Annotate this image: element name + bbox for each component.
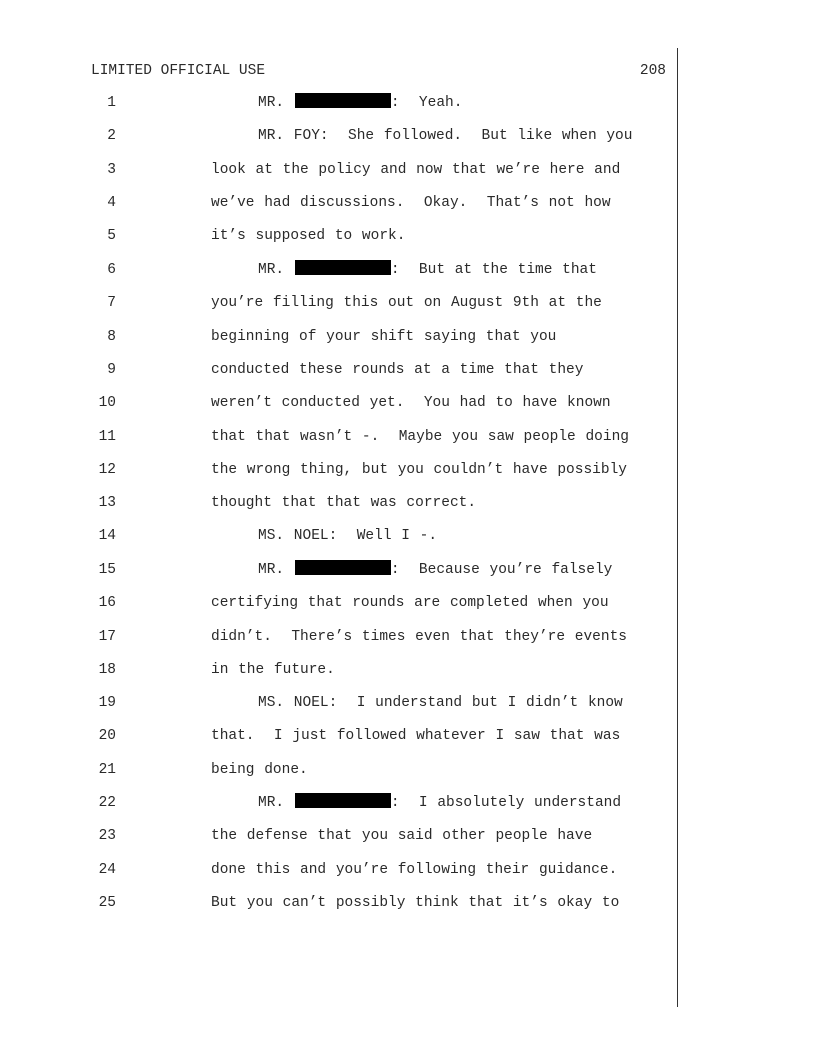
transcript-line (0, 427, 816, 451)
line-number: 12 (98, 462, 116, 478)
redaction-box (295, 93, 391, 108)
line-number: 19 (98, 695, 116, 711)
line-text: weren’t conducted yet. You had to have known (211, 395, 611, 411)
line-text: MR. FOY: She followed. But like when you (258, 128, 633, 144)
line-number: 2 (107, 128, 116, 144)
line-number: 18 (98, 662, 116, 678)
transcript-line (0, 726, 816, 750)
line-number: 7 (107, 295, 116, 311)
line-text: MS. NOEL: Well I -. (258, 528, 438, 544)
redaction-box (295, 793, 391, 808)
line-number: 16 (98, 595, 116, 611)
line-number: 22 (98, 795, 116, 811)
line-text-after-redaction: : But at the time that (390, 262, 597, 278)
line-number: 17 (98, 629, 116, 645)
speaker-title: MR. (258, 262, 285, 278)
line-number: 13 (98, 495, 116, 511)
line-text (258, 560, 612, 580)
transcript-line (0, 560, 816, 584)
speaker-title: MR. (258, 95, 285, 111)
line-text: didn’t. There’s times even that they’re events (211, 629, 627, 645)
line-text: it’s supposed to work. (211, 228, 406, 244)
line-number: 8 (107, 329, 116, 345)
page-number: 208 (639, 63, 666, 79)
line-text-after-redaction: : Because you’re falsely (390, 562, 613, 578)
redaction-box (295, 560, 391, 575)
line-text: we’ve had discussions. Okay. That’s not how (211, 195, 611, 211)
transcript-line (0, 193, 816, 217)
line-number: 3 (107, 162, 116, 178)
line-number: 21 (98, 762, 116, 778)
line-text: being done. (211, 762, 308, 778)
transcript-line (0, 793, 816, 817)
line-text (258, 793, 621, 813)
line-text: that. I just followed whatever I saw that was (211, 728, 621, 744)
line-number: 24 (98, 862, 116, 878)
transcript-line (0, 226, 816, 250)
transcript-line (0, 493, 816, 517)
line-text (258, 93, 462, 113)
speaker-title: MR. (258, 795, 285, 811)
transcript-line (0, 93, 816, 117)
line-text: beginning of your shift saying that you (211, 329, 557, 345)
line-text: look at the policy and now that we’re here and (211, 162, 621, 178)
transcript-line (0, 593, 816, 617)
line-number: 9 (107, 362, 116, 378)
line-number: 15 (98, 562, 116, 578)
transcript-line (0, 860, 816, 884)
transcript-line (0, 627, 816, 651)
line-text-after-redaction: : I absolutely understand (390, 795, 622, 811)
transcript-line (0, 760, 816, 784)
transcript-line (0, 826, 816, 850)
line-number: 20 (98, 728, 116, 744)
transcript-line (0, 260, 816, 284)
classification-header: LIMITED OFFICIAL USE (91, 63, 266, 79)
transcript-line (0, 126, 816, 150)
line-text: you’re filling this out on August 9th at the (211, 295, 602, 311)
line-number: 5 (107, 228, 116, 244)
transcript-line (0, 160, 816, 184)
line-number: 25 (98, 895, 116, 911)
transcript-line (0, 327, 816, 351)
transcript-line (0, 460, 816, 484)
line-text: certifying that rounds are completed when you (211, 595, 609, 611)
line-text: the defense that you said other people have (211, 828, 593, 844)
line-number: 23 (98, 828, 116, 844)
line-text: thought that that was correct. (211, 495, 477, 511)
line-text: MS. NOEL: I understand but I didn’t know (258, 695, 623, 711)
transcript-line (0, 393, 816, 417)
line-text (258, 260, 597, 280)
line-number: 14 (98, 528, 116, 544)
transcript-line (0, 660, 816, 684)
line-number: 11 (98, 429, 116, 445)
line-text: in the future. (211, 662, 335, 678)
transcript-line (0, 293, 816, 317)
line-number: 6 (107, 262, 116, 278)
line-text-after-redaction: : Yeah. (390, 95, 463, 111)
transcript-line (0, 526, 816, 550)
redaction-box (295, 260, 391, 275)
line-number: 10 (98, 395, 116, 411)
transcript-line (0, 693, 816, 717)
line-text: the wrong thing, but you couldn’t have possibly (211, 462, 627, 478)
line-text: conducted these rounds at a time that they (211, 362, 584, 378)
line-text: But you can’t possibly think that it’s okay to (211, 895, 620, 911)
line-number: 1 (107, 95, 116, 111)
transcript-line (0, 893, 816, 917)
line-number: 4 (107, 195, 116, 211)
line-text: done this and you’re following their guidance. (211, 862, 618, 878)
transcript-line (0, 360, 816, 384)
speaker-title: MR. (258, 562, 285, 578)
line-text: that that wasn’t -. Maybe you saw people doing (211, 429, 629, 445)
